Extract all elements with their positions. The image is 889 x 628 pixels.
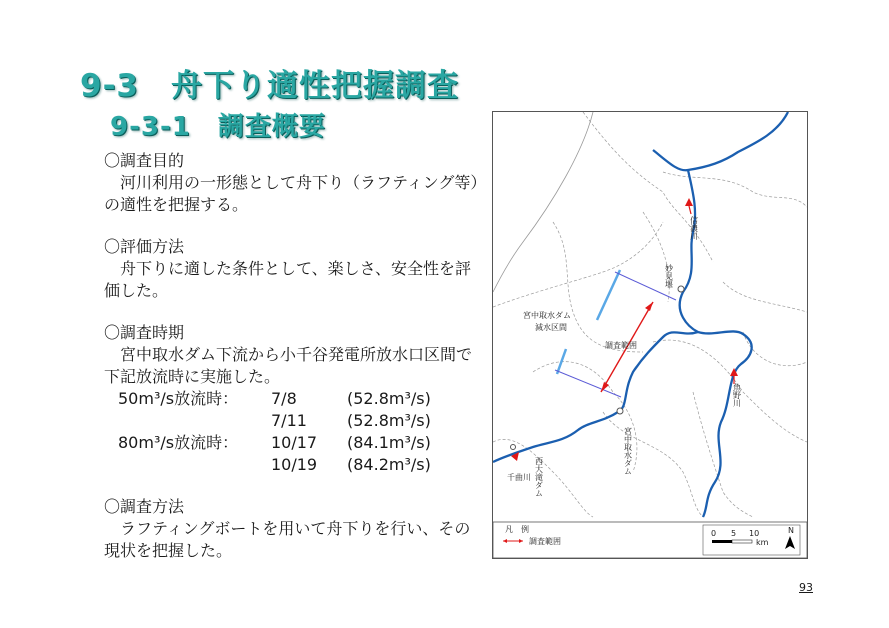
eval-method-heading: 〇評価方法 <box>104 237 185 256</box>
schedule-flow: (52.8m³/s) <box>347 389 431 408</box>
schedule-label: 50m³/s放流時： <box>118 389 239 408</box>
dam-marker-icon <box>617 408 623 414</box>
map-label-uono: 魚野川 <box>732 383 742 407</box>
survey-method-heading: 〇調査方法 <box>104 497 185 516</box>
river-map <box>492 111 808 559</box>
chikuma-river <box>493 412 618 462</box>
legend-title: 凡 例 <box>505 525 529 534</box>
map-label-miyanaka: 宮中取水ダム <box>623 427 633 475</box>
survey-range-bracket <box>555 272 676 397</box>
schedule-label <box>118 410 271 432</box>
map-label-chikuma: 千曲川 <box>507 473 531 482</box>
map-label-shinano: 信濃川 <box>689 216 699 240</box>
page-number: 93 <box>799 581 813 594</box>
schedule-date: 7/8 <box>271 389 297 408</box>
dam-marker-icon <box>511 445 516 450</box>
schedule-date: 7/11 <box>271 411 307 430</box>
map-label-reduced: 宮中取水ダム減水区間 <box>523 311 571 332</box>
river-north <box>653 112 788 170</box>
map-label-nishi-otaki: 西大滝ダム <box>534 457 544 497</box>
eval-method-text: 舟下りに適した条件として、楽しさ、安全性を評価した。 <box>104 259 472 300</box>
reduced-flow-reach <box>557 270 620 374</box>
uono-river <box>698 331 752 517</box>
content-body <box>104 150 484 562</box>
section-subtitle: 9-3-1 調査概要 <box>110 112 326 142</box>
scale-unit: km <box>756 538 769 547</box>
river-map-graphic <box>493 112 807 558</box>
legend-item: 調査範囲 <box>529 537 561 546</box>
schedule-flow: (52.8m³/s) <box>347 411 431 430</box>
purpose-text: 河川利用の一形態として舟下り（ラフティング等）の適性を把握する。 <box>104 173 479 214</box>
north-label: N <box>788 526 794 535</box>
scale-tick: 5 <box>731 529 737 538</box>
scale-tick: 10 <box>749 529 760 538</box>
timing-heading: 〇調査時期 <box>104 323 185 342</box>
release-schedule <box>118 388 484 476</box>
schedule-label <box>118 454 271 476</box>
weir-marker-icon <box>678 286 684 292</box>
schedule-date: 10/19 <box>271 455 318 474</box>
survey-method-text: ラフティングボートを用いて舟下りを行い、その現状を把握した。 <box>104 519 471 560</box>
purpose-heading: 〇調査目的 <box>104 151 185 170</box>
timing-text: 宮中取水ダム下流から小千谷発電所放水口区間で下記放流時に実施した。 <box>104 345 473 386</box>
map-label-range: 調査範囲 <box>605 341 637 350</box>
scale-tick: 0 <box>711 529 717 538</box>
shinano-river-upper <box>680 170 698 332</box>
page-title: 9-3 舟下り適性把握調査 <box>80 68 460 104</box>
schedule-flow: (84.2m³/s) <box>347 455 431 474</box>
schedule-label: 80m³/s放流時： <box>118 433 239 452</box>
schedule-date: 10/17 <box>271 433 318 452</box>
scale-bar <box>732 540 752 543</box>
scale-bar <box>712 540 732 543</box>
map-label-myoken: 妙見堰 <box>664 264 674 288</box>
schedule-flow: (84.1m³/s) <box>347 433 431 452</box>
coastline <box>493 112 593 292</box>
